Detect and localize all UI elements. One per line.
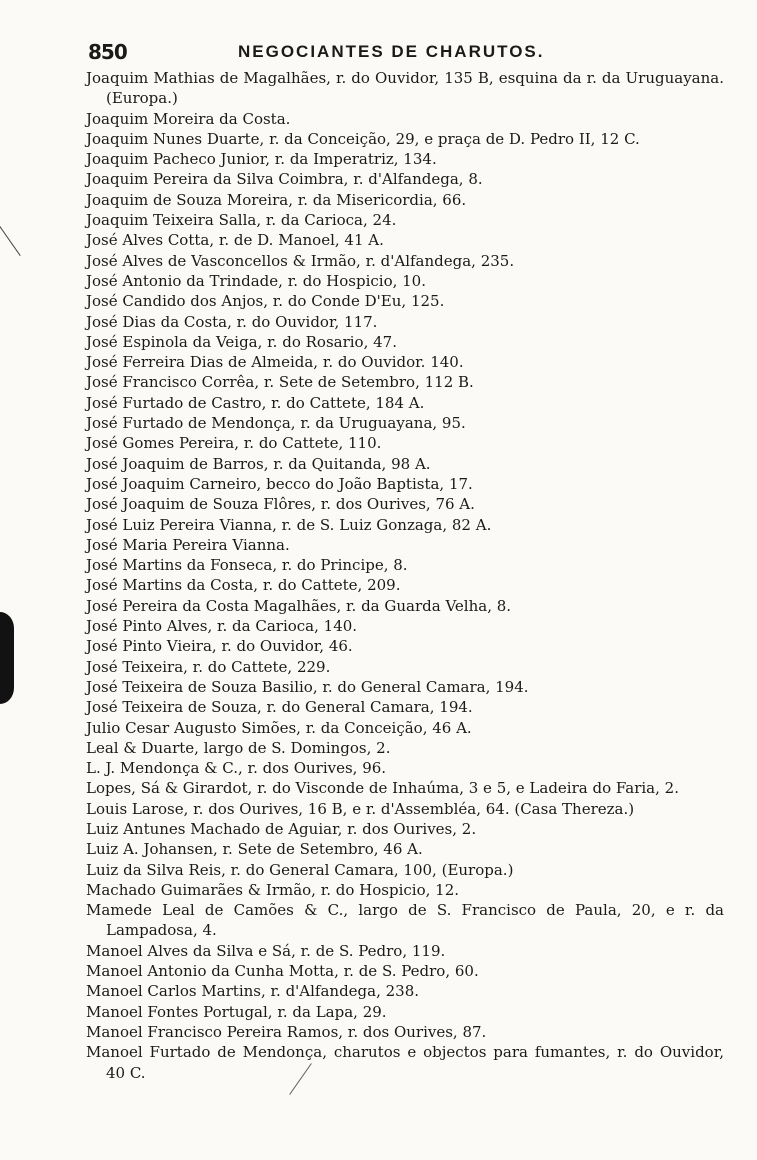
list-item: Joaquim Nunes Duarte, r. da Conceição, 29, e praça de D. Pedro II, 12 C. — [86, 129, 640, 148]
running-title: NEGOCIANTES DE CHARUTOS. — [238, 42, 545, 61]
page-header — [88, 40, 718, 68]
list-item: Manoel Francisco Pereira Ramos, r. dos Ourives, 87. — [86, 1022, 487, 1041]
list-item: José Ferreira Dias de Almeida, r. do Ouvidor. 140. — [86, 353, 464, 372]
list-item: José Alves Cotta, r. de D. Manoel, 41 A. — [86, 231, 384, 250]
list-item: José Martins da Costa, r. do Cattete, 209. — [86, 576, 401, 595]
list-item: José Joaquim de Souza Flôres, r. dos Ourives, 76 A. — [86, 495, 475, 514]
list-item: Joaquim Pereira da Silva Coimbra, r. d'Alfandega, 8. — [86, 170, 483, 189]
list-item: Luiz A. Johansen, r. Sete de Setembro, 46 A. — [86, 840, 423, 859]
list-item: Joaquim Teixeira Salla, r. da Carioca, 24. — [86, 211, 397, 230]
list-item: Louis Larose, r. dos Ourives, 16 B, e r. d'Assembléa, 64. (Casa Thereza.) — [86, 799, 635, 818]
list-item: José Pinto Alves, r. da Carioca, 140. — [86, 617, 358, 636]
list-item: José Candido dos Anjos, r. do Conde D'Eu, 125. — [86, 292, 445, 311]
list-item: Joaquim Moreira da Costa. — [86, 109, 291, 128]
list-item: Manoel Alves da Silva e Sá, r. de S. Pedro, 119. — [86, 941, 446, 960]
list-item: Luiz Antunes Machado de Aguiar, r. dos Ourives, 2. — [86, 819, 477, 838]
merchant-list — [86, 68, 724, 1083]
list-item: José Furtado de Mendonça, r. da Uruguayana, 95. — [86, 414, 466, 433]
list-item: Leal & Duarte, largo de S. Domingos, 2. — [86, 738, 391, 757]
list-item: José Martins da Fonseca, r. do Principe, 8. — [86, 556, 408, 575]
list-item: L. J. Mendonça & C., r. dos Ourives, 96. — [86, 759, 387, 778]
list-item: Manoel Carlos Martins, r. d'Alfandega, 238. — [86, 982, 420, 1001]
list-item: Manoel Furtado de Mendonça, charutos e objectos para fumantes, r. do Ouvidor, 40 C. — [86, 1043, 724, 1082]
list-item: José Luiz Pereira Vianna, r. de S. Luiz Gonzaga, 82 A. — [86, 515, 492, 534]
list-item: José Teixeira, r. do Cattete, 229. — [86, 657, 331, 676]
list-item: Joaquim Mathias de Magalhães, r. do Ouvidor, 135 B, esquina da r. da Uruguayana. (Europa.) — [86, 69, 724, 108]
list-item: Joaquim de Souza Moreira, r. da Misericordia, 66. — [86, 190, 467, 209]
list-item: José Teixeira de Souza Basilio, r. do General Camara, 194. — [86, 677, 529, 696]
list-item: José Espinola da Veiga, r. do Rosario, 47. — [86, 332, 397, 351]
list-item: José Joaquim Carneiro, becco do João Baptista, 17. — [86, 474, 473, 493]
list-item: José Joaquim de Barros, r. da Quitanda, 98 A. — [86, 454, 431, 473]
scan-stray-mark — [0, 216, 21, 256]
list-item: José Gomes Pereira, r. do Cattete, 110. — [86, 434, 382, 453]
list-item: Julio Cesar Augusto Simões, r. da Conceição, 46 A. — [86, 718, 472, 737]
list-item: Manoel Antonio da Cunha Motta, r. de S. Pedro, 60. — [86, 962, 479, 981]
list-item: José Antonio da Trindade, r. do Hospicio, 10. — [86, 271, 426, 290]
list-item: Joaquim Pacheco Junior, r. da Imperatriz, 134. — [86, 150, 437, 169]
list-item: Luiz da Silva Reis, r. do General Camara, 100, (Europa.) — [86, 860, 514, 879]
list-item: José Francisco Corrêa, r. Sete de Setembro, 112 B. — [86, 373, 474, 392]
list-item: José Alves de Vasconcellos & Irmão, r. d'Alfandega, 235. — [86, 251, 515, 270]
page-number: 850 — [88, 40, 127, 64]
list-item: Lopes, Sá & Girardot, r. do Visconde de Inhaúma, 3 e 5, e Ladeira do Faria, 2. — [86, 779, 679, 798]
list-item: José Pinto Vieira, r. do Ouvidor, 46. — [86, 637, 353, 656]
list-item: José Pereira da Costa Magalhães, r. da Guarda Velha, 8. — [86, 596, 512, 615]
list-item: José Teixeira de Souza, r. do General Camara, 194. — [86, 698, 473, 717]
list-item: José Dias da Costa, r. do Ouvidor, 117. — [86, 312, 378, 331]
list-item: José Maria Pereira Vianna. — [86, 535, 290, 554]
list-item: Mamede Leal de Camões & C., largo de S. Francisco de Paula, 20, e r. da Lampadosa, 4. — [86, 901, 724, 940]
list-item: Manoel Fontes Portugal, r. da Lapa, 29. — [86, 1002, 387, 1021]
list-item: José Furtado de Castro, r. do Cattete, 184 A. — [86, 393, 425, 412]
list-item: Machado Guimarães & Irmão, r. do Hospicio, 12. — [86, 880, 460, 899]
scan-edge-mark — [0, 612, 14, 704]
